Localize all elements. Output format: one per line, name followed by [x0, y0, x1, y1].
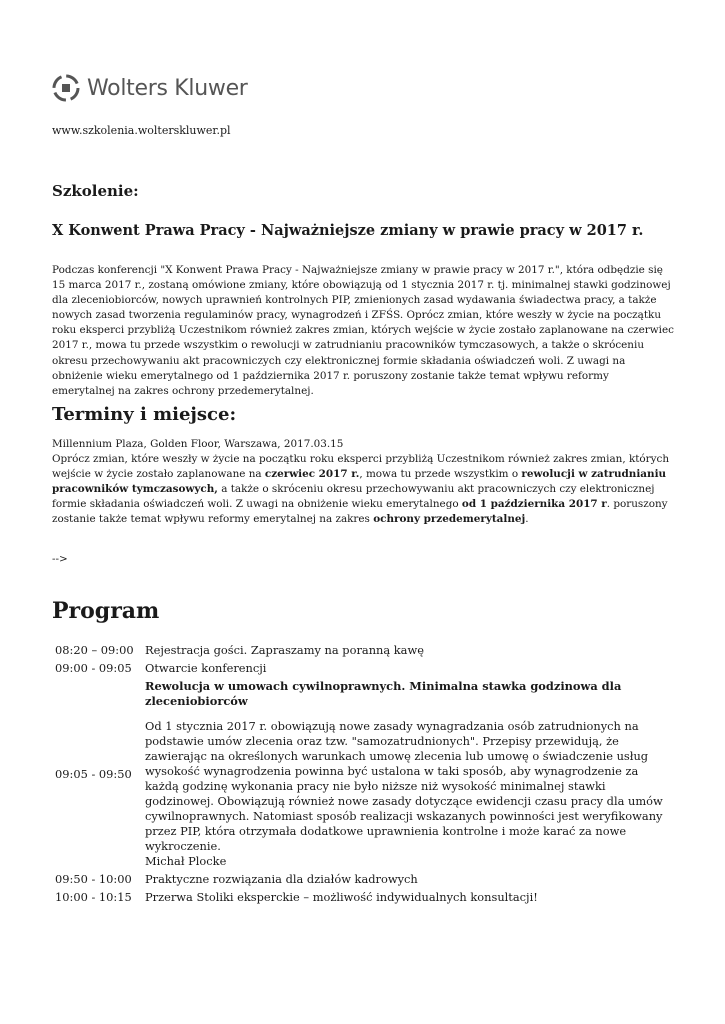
schedule-time: 09:50 - 10:00: [55, 872, 132, 886]
terms-text-1: Oprócz zmian, które weszły w życie na początku roku eksperci przybliżą Uczestnikom również zakres zmian, których wejście w życie zostało zaplanowane na: [52, 453, 670, 481]
schedule-time: 09:05 - 09:50: [55, 766, 132, 781]
program-heading: Program: [52, 598, 160, 624]
course-intro-paragraph: Podczas konferencji "X Konwent Prawa Pracy - Najważniejsze zmiany w prawie pracy w 2017 r.", która odbędzie się 15 marca 2017 r., zostaną omówione zmiany, które obowiązują od 1 stycznia 2017 r. tj. minimalnej stawki godzinowej dla zleceniobiorców, nowych uprawnień kontrolnych PIP, zmienionych zasad wydawania świadectwa pracy, a także nowych zasad tworzenia regulaminów pracy, wynagrodzeń i ZFŚS. Oprócz zmian, które weszły w życie na początku roku eksperci przybliżą Uczestnikom również zakres zmian, których wejście w życie zostało zaplanowane na czerwiec 2017 r., mowa tu przede wszystkim o rewolucji w zatrudnianiu pracowników tymczasowych, a także o skróceniu okresu przechowywaniu akt pracowniczych czy elektronicznej formie składania oświadczeń woli. Z uwagi na obniżenie wieku emerytalnego od 1 października 2017 r. poruszony zostanie także temat wpływu reformy emerytalnej na zakres ochrony przedemerytalnej.: [52, 264, 674, 397]
terms-body: [52, 437, 674, 528]
table-row: [52, 889, 674, 907]
schedule-item: Rejestracja gości. Zapraszamy na poranną kawę: [145, 643, 424, 657]
schedule-time: 08:20 – 09:00: [55, 643, 134, 657]
terms-text-3: a także o skróceniu okresu przechowywaniu akt pracowniczych czy elektronicznej formie składania oświadczeń woli. Z uwagi na obniżenie wieku emerytalnego: [52, 483, 655, 511]
terms-text-2: , mowa tu przede wszystkim o: [359, 468, 522, 481]
course-title: X Konwent Prawa Pracy - Najważniejsze zmiany w prawie pracy w 2017 r.: [52, 222, 644, 239]
table-row: [52, 871, 674, 889]
schedule-item: [142, 678, 674, 871]
wolters-kluwer-logo-icon: [52, 74, 80, 102]
table-row: [52, 642, 674, 660]
terms-bold-pre-retirement: ochrony przedemerytalnej: [373, 513, 526, 526]
terms-bold-october: od 1 października 2017 r: [461, 498, 607, 511]
terms-location: Millennium Plaza, Golden Floor, Warszawa, 2017.03.15: [52, 438, 344, 450]
terms-bold-june: czerwiec 2017 r.: [264, 468, 360, 481]
table-row: [52, 678, 674, 871]
stray-arrow-text: -->: [52, 553, 68, 565]
site-url: www.szkolenia.wolterskluwer.pl: [52, 124, 231, 137]
schedule-time: 09:00 - 09:05: [55, 661, 132, 675]
terms-heading: Terminy i miejsce:: [52, 404, 237, 425]
session-description: Od 1 stycznia 2017 r. obowiązują nowe zasady wynagradzania osób zatrudnionych na podstawie umów zlecenia oraz tzw. "samozatrudnionych". Przepisy przewidują, że zawierając na określonych warunkach umowę zlecenia lub umowę o świadczenie usług wysokość wynagrodzenia powinna być ustalona w taki sposób, aby wynagrodzenie za każdą godzinę wykonania pracy nie było niższe niż wysokość minimalnej stawki godzinowej. Obowiązują również nowe zasady dotyczące ewidencji czasu pracy dla umów cywilnoprawnych. Natomiast sposób realizacji wskazanych powinności jest weryfikowany przez PIP, która otrzymała dodatkowe uprawnienia kontrolne i może karać za nowe wykroczenie.: [145, 719, 663, 853]
session-title: Rewolucja w umowach cywilnoprawnych. Minimalna stawka godzinowa dla zleceniobiorców: [145, 679, 622, 708]
terms-text-5: .: [525, 513, 529, 526]
schedule-item: Praktyczne rozwiązania dla działów kadrowych: [145, 872, 418, 886]
program-schedule-table: [52, 642, 674, 907]
course-label: Szkolenie:: [52, 182, 139, 200]
schedule-item: Przerwa Stoliki eksperckie – możliwość indywidualnych konsultacji!: [145, 890, 538, 904]
terms-text-4: . poruszony zostanie także temat wpływu reformy emerytalnej na zakres: [52, 498, 668, 526]
terms-bold-temp-workers: rewolucji w zatrudnianiu pracowników tymczasowych,: [52, 468, 667, 496]
logo-wordmark: Wolters Kluwer: [87, 75, 248, 101]
session-speaker: Michał Plocke: [145, 854, 227, 868]
wolters-kluwer-logo: [52, 71, 248, 105]
schedule-item: Otwarcie konferencji: [145, 661, 267, 675]
schedule-time: 10:00 - 10:15: [55, 890, 132, 904]
table-row: [52, 660, 674, 678]
